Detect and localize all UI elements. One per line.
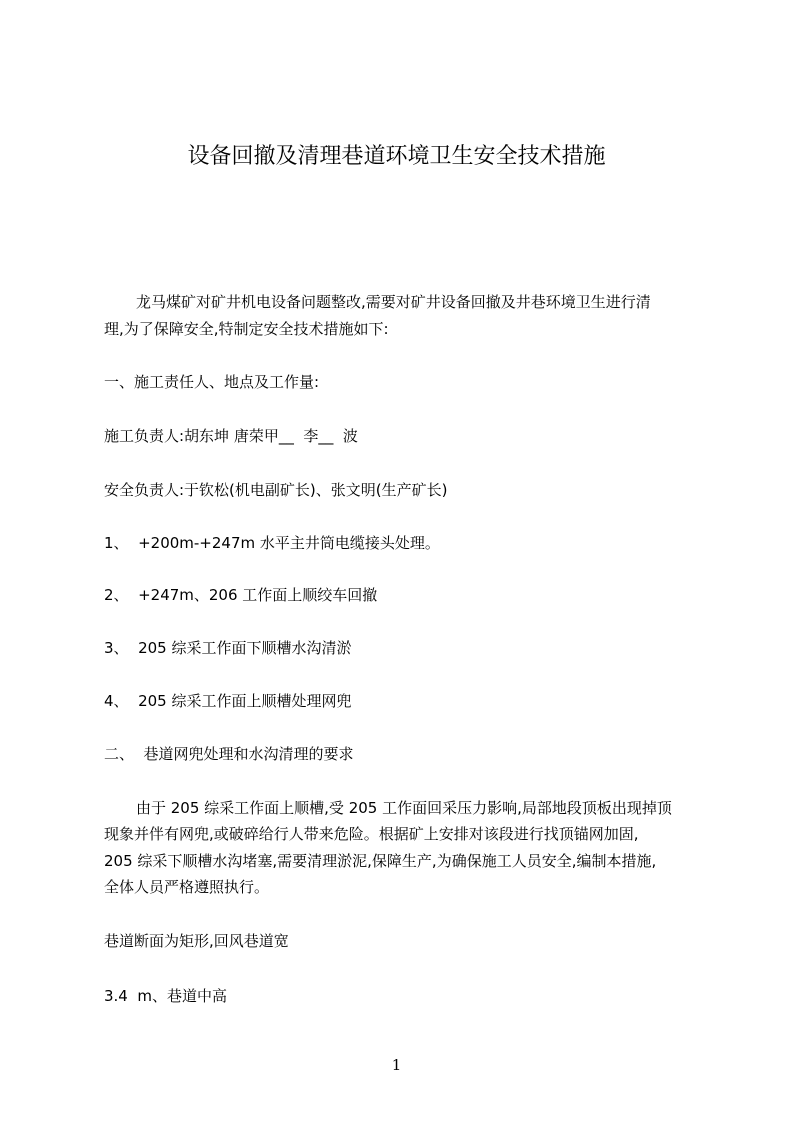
section-line: 巷道断面为矩形,回风巷道宽 [104,932,289,950]
section-2-heading: 二、 巷道网兜处理和水沟清理的要求 [104,745,354,763]
section-1-heading: 一、施工责任人、地点及工作量: [104,373,320,391]
intro-line-2: 理,为了保障安全,特制定安全技术措施如下: [104,320,389,338]
paragraph-2-line-4: 全体人员严格遵照执行。 [104,878,270,896]
task-item-4: 4、 205 综采工作面上顺槽处理网兜 [104,692,352,710]
dimension-line: 3.4 m、巷道中高 [104,987,228,1005]
document-title: 设备回撤及清理巷道环境卫生安全技术措施 [187,144,606,169]
paragraph-2-line-2: 现象并伴有网兜,或破碎给行人带来危险。根据矿上安排对该段进行找顶锚网加固, [104,825,639,843]
intro-line-1: 龙马煤矿对矿井机电设备问题整改,需要对矿井设备回撤及井巷环境卫生进行清 [136,293,651,311]
task-item-3: 3、 205 综采工作面下顺槽水沟清淤 [104,639,352,657]
page-number: 1 [391,1056,402,1074]
safety-lead: 安全负责人:于钦松(机电副矿长)、张文明(生产矿长) [104,481,448,499]
task-item-2: 2、 +247m、206 工作面上顺绞车回撤 [104,586,378,604]
paragraph-2-line-3: 205 综采下顺槽水沟堵塞,需要清理淤泥,保障生产,为确保施工人员安全,编制本措施, [104,852,657,870]
construction-lead: 施工负责人:胡东坤 唐荣甲__ 李__ 波 [104,427,358,445]
task-item-1: 1、 +200m-+247m 水平主井筒电缆接头处理。 [104,534,440,552]
paragraph-2-line-1: 由于 205 综采工作面上顺槽,受 205 工作面回采压力影响,局部地段顶板出现掉顶 [136,799,672,817]
